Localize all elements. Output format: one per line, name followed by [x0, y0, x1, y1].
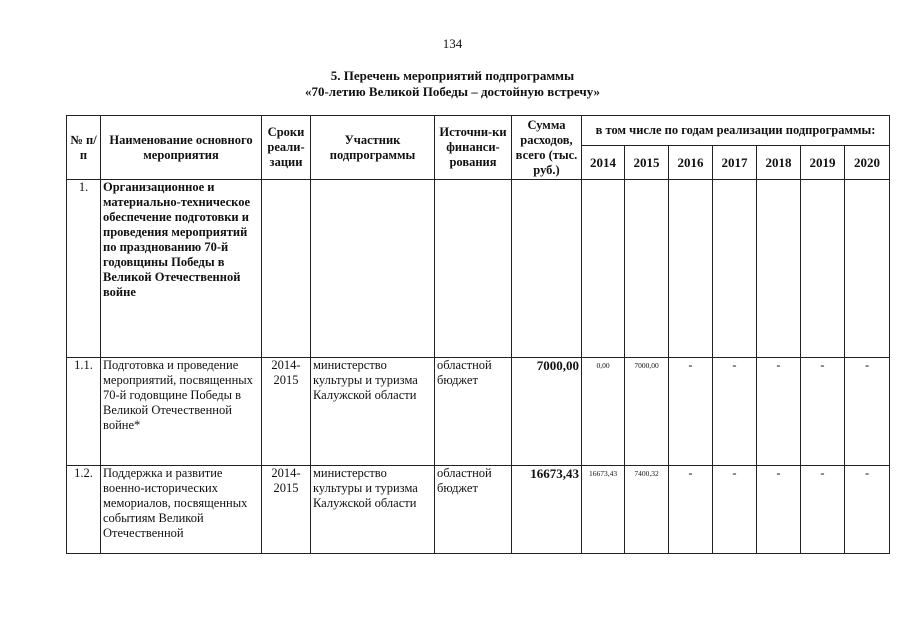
- table-row: [67, 180, 890, 358]
- page-number: 134: [442, 36, 463, 51]
- header-participant: Участник подпрограммы: [311, 116, 435, 180]
- header-num: № п/п: [67, 116, 101, 180]
- row-2-year-2015: 7000,00: [625, 358, 669, 466]
- header-year-2019: 2019: [801, 146, 845, 180]
- row-3-year-2019: -: [801, 466, 845, 554]
- document-title: [0, 68, 905, 100]
- row-2-year-2019: -: [801, 358, 845, 466]
- row-2-year-2020: -: [845, 358, 890, 466]
- header-year-2016: 2016: [669, 146, 713, 180]
- row-2-num: 1.1.: [67, 358, 101, 466]
- row-2-year-2017: -: [713, 358, 757, 466]
- row-3-source: областной бюджет: [435, 466, 512, 554]
- row-3-year-2014: 16673,43: [582, 466, 625, 554]
- row-2-name: Подготовка и проведение мероприятий, посвященных 70-й годовщине Победы в Великой Отечественной войне*: [101, 358, 262, 466]
- row-3-year-2016: -: [669, 466, 713, 554]
- row-3-terms: 2014-2015: [262, 466, 311, 554]
- row-1-num: 1.: [67, 180, 101, 358]
- row-3-sum: 16673,43: [512, 466, 582, 554]
- row-3-num: 1.2.: [67, 466, 101, 554]
- header-source: Источни-ки финанси-рования: [435, 116, 512, 180]
- header-year-2014: 2014: [582, 146, 625, 180]
- row-2-terms: 2014-2015: [262, 358, 311, 466]
- header-year-2015: 2015: [625, 146, 669, 180]
- row-2-year-2014: 0,00: [582, 358, 625, 466]
- row-3-year-2017: -: [713, 466, 757, 554]
- row-2-sum: 7000,00: [512, 358, 582, 466]
- measures-table: [66, 115, 890, 554]
- table-row: [67, 358, 890, 466]
- header-by-years: в том числе по годам реализации подпрограммы:: [582, 116, 890, 146]
- row-2-year-2018: -: [757, 358, 801, 466]
- header-year-2017: 2017: [713, 146, 757, 180]
- header-name: Наименование основного мероприятия: [101, 116, 262, 180]
- row-3-name: Поддержка и развитие военно-исторических мемориалов, посвященных событиям Великой Отечественной: [101, 466, 262, 554]
- header-terms: Сроки реали-зации: [262, 116, 311, 180]
- row-3-year-2015: 7400,32: [625, 466, 669, 554]
- row-2-participant: министерство культуры и туризма Калужской области: [311, 358, 435, 466]
- header-year-2018: 2018: [757, 146, 801, 180]
- row-2-source: областной бюджет: [435, 358, 512, 466]
- row-3-participant: министерство культуры и туризма Калужской области: [311, 466, 435, 554]
- header-sum: Сумма расходов, всего (тыс. руб.): [512, 116, 582, 180]
- table-row: [67, 466, 890, 554]
- row-3-year-2018: -: [757, 466, 801, 554]
- title-line-2: «70-летию Великой Победы – достойную встречу»: [304, 84, 601, 99]
- title-line-1: 5. Перечень мероприятий подпрограммы: [330, 68, 575, 83]
- row-3-year-2020: -: [845, 466, 890, 554]
- row-1-name: Организационное и материально-техническое обеспечение подготовки и проведения мероприятий по празднованию 70-й годовщины Победы в Великой Отечественной войне: [101, 180, 262, 358]
- header-year-2020: 2020: [845, 146, 890, 180]
- row-2-year-2016: -: [669, 358, 713, 466]
